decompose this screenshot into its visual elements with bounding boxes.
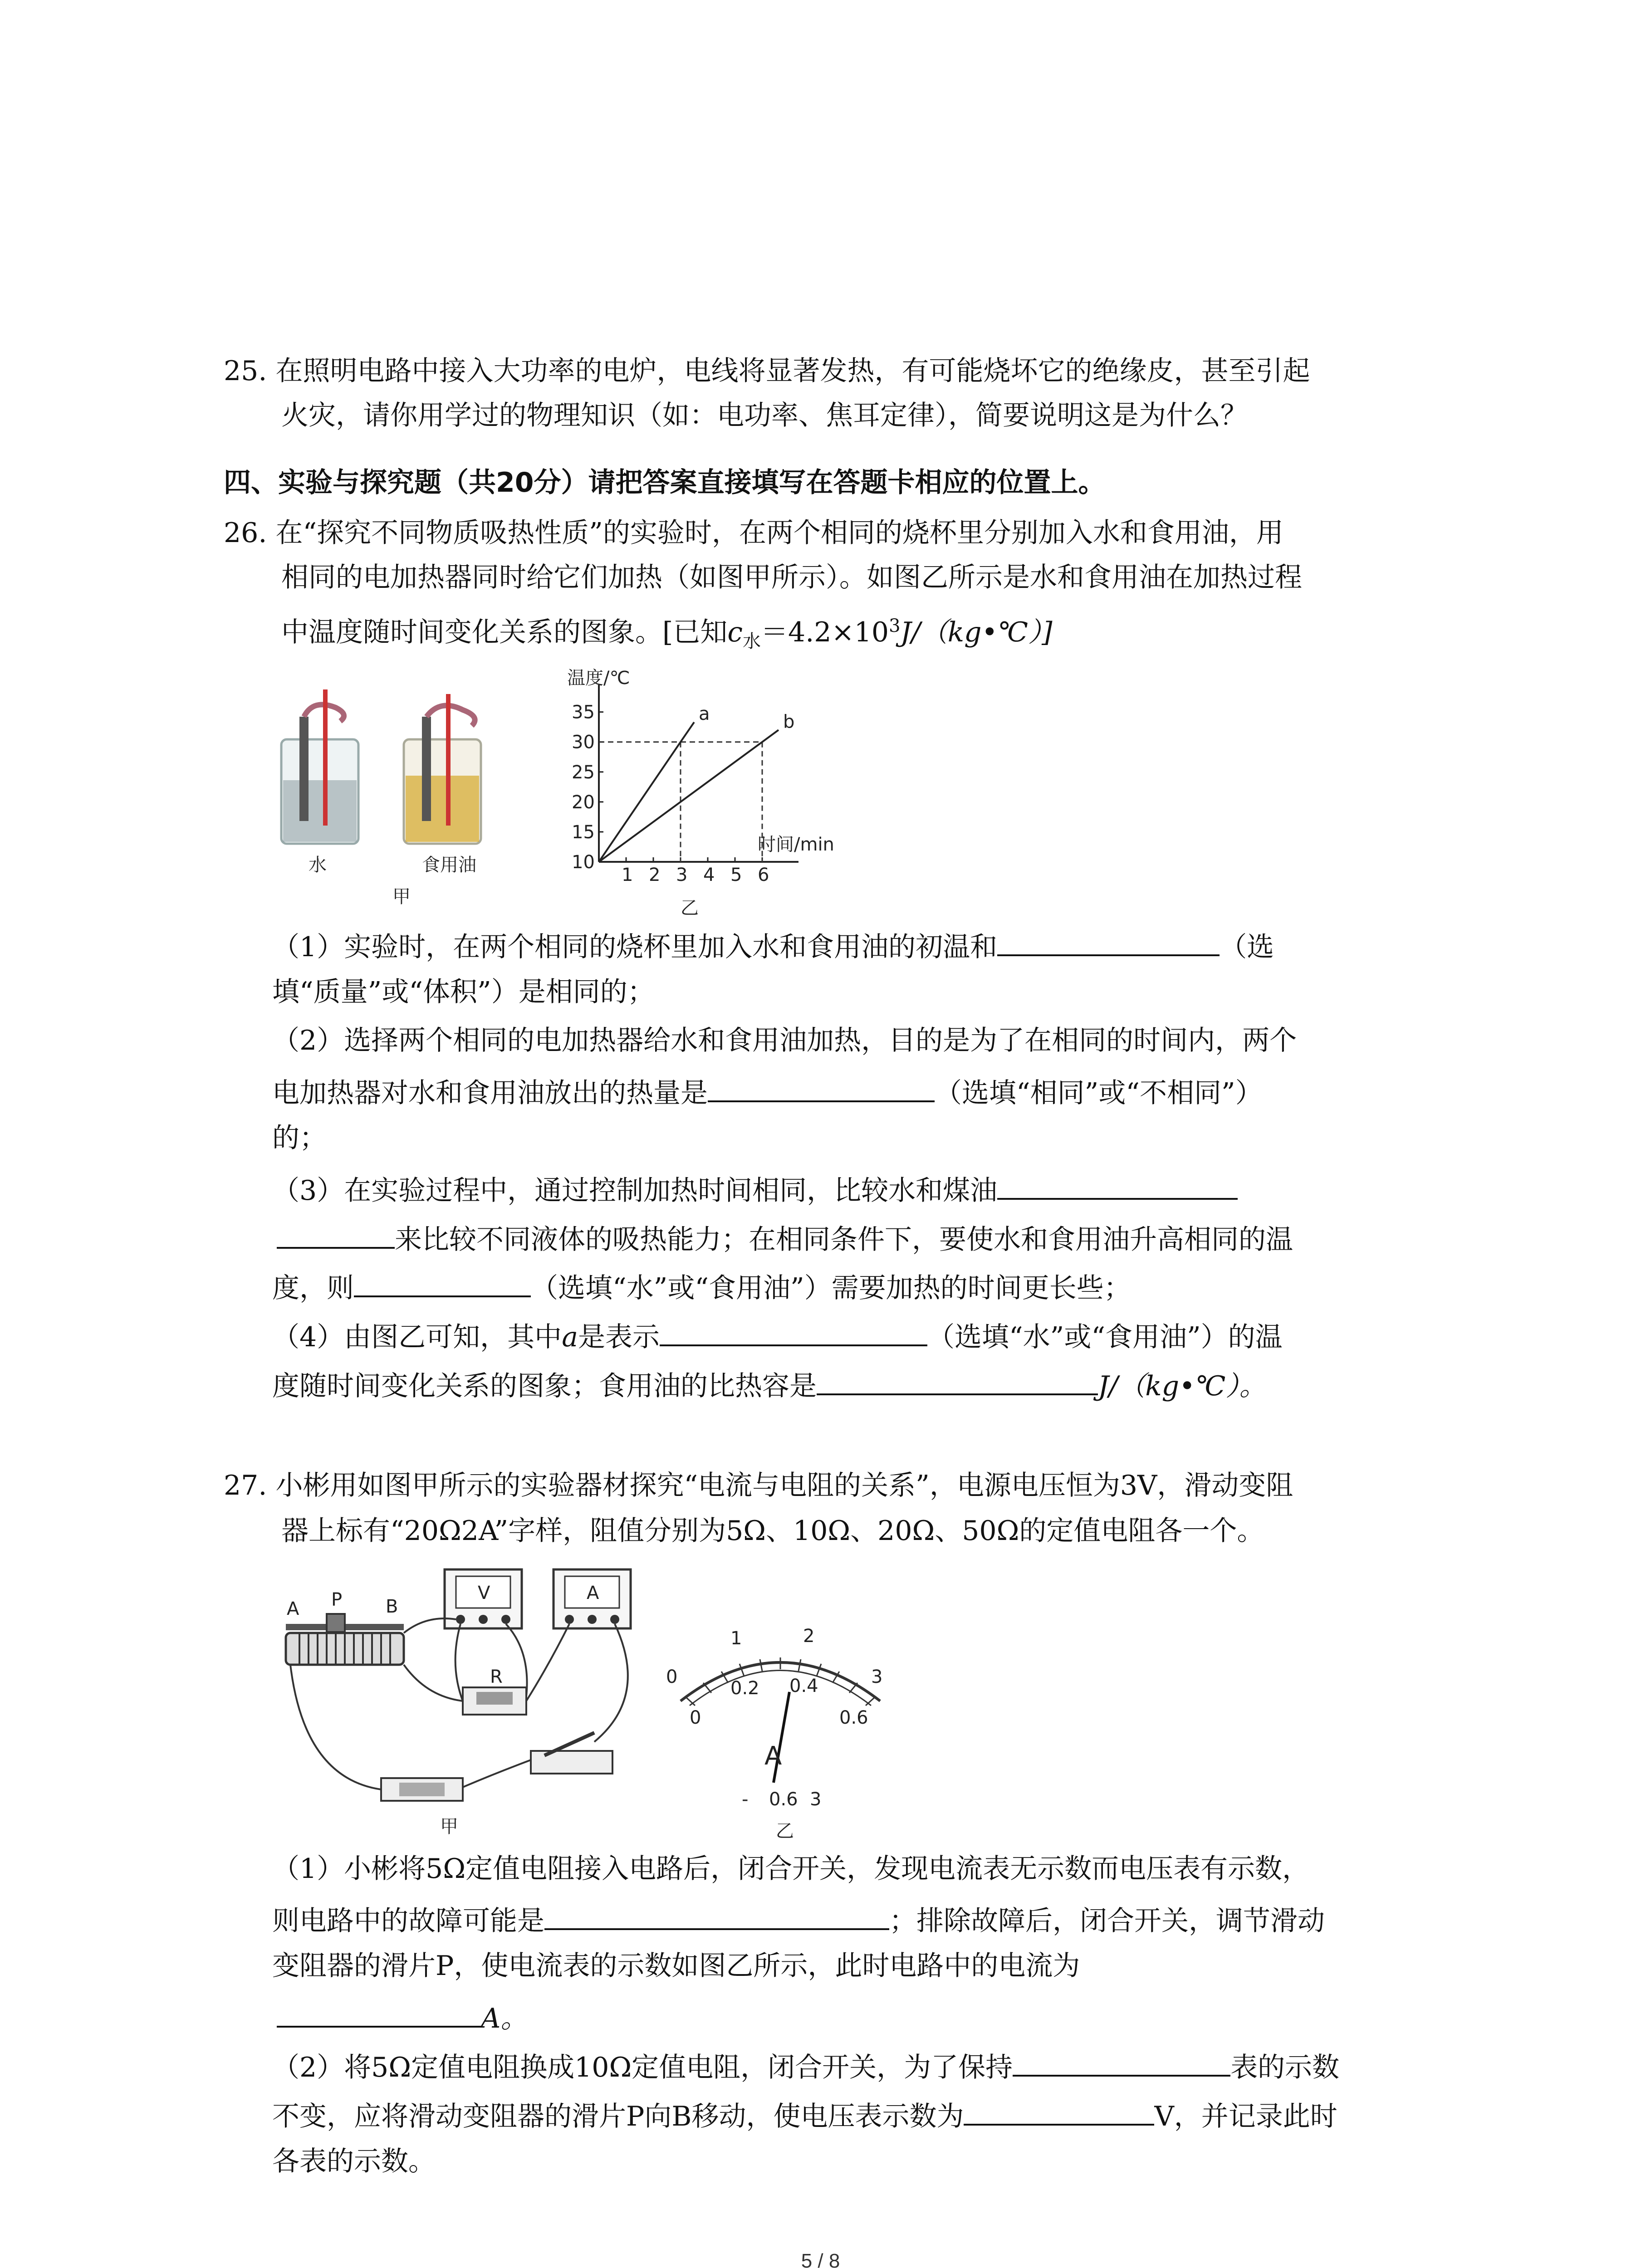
q26-p2-line2 — [272, 1071, 1263, 1111]
dial-1: 1 — [730, 1628, 742, 1649]
c-symbol: c — [727, 616, 743, 648]
term-06: 0.6 — [769, 1789, 798, 1810]
q26-blank-3a[interactable] — [997, 1169, 1238, 1200]
x-tick-label: 5 — [730, 865, 742, 885]
dial-02: 0.2 — [730, 1678, 759, 1699]
q27-p2-text-a: （2）将5Ω定值电阻换成10Ω定值电阻，闭合开关，为了保持 — [272, 2052, 1013, 2083]
q26-p4-text-a2: 是表示 — [578, 1321, 660, 1353]
q27-line1: 27. 小彬用如图甲所示的实验器材探究“电流与电阻的关系”，电源电压恒为3V，滑动变阻 — [224, 1470, 1293, 1501]
dial-yi-label: 乙 — [776, 1821, 794, 1842]
q26-p2-text: 电加热器对水和食用油放出的热量是 — [272, 1077, 708, 1109]
x-tick-label: 4 — [703, 865, 715, 885]
ammeter-A: A — [587, 1583, 599, 1603]
x-tick-label: 6 — [758, 865, 769, 885]
q27-p2-text-b: 表的示数 — [1230, 2052, 1340, 2083]
dial-06: 0.6 — [839, 1707, 868, 1728]
x-tick-label: 2 — [649, 865, 661, 885]
resistor-R: R — [490, 1667, 503, 1687]
dial-2: 2 — [803, 1626, 815, 1647]
q26-p4-line2 — [272, 1364, 1267, 1404]
voltmeter-V: V — [478, 1583, 490, 1603]
q26-blank-3c[interactable] — [354, 1266, 531, 1297]
temperature-time-chart — [558, 667, 848, 921]
y-tick-label: 35 — [572, 702, 595, 723]
rheostat-P-label: P — [331, 1589, 343, 1610]
q27-p1-line1: （1）小彬将5Ω定值电阻接入电路后，闭合开关，发现电流表无示数而电压表有示数， — [272, 1853, 1310, 1885]
y-axis-label: 温度/℃ — [567, 668, 630, 689]
q26-p3-text-c: 度，则 — [272, 1272, 354, 1304]
q27-blank-1b[interactable] — [277, 1997, 481, 2028]
circuit-jia-label: 甲 — [440, 1816, 458, 1837]
dial-0-bottom: 0 — [690, 1707, 701, 1728]
page-number: 5 / 8 — [801, 2250, 840, 2268]
y-tick-label: 25 — [572, 762, 595, 783]
dial-0-top: 0 — [666, 1667, 678, 1687]
switch-icon — [531, 1733, 612, 1774]
q26-p3-line2 — [277, 1218, 1293, 1258]
q26-p3-text-d: （选填“水”或“食用油”）需要加热的时间更长些； — [531, 1272, 1131, 1304]
q26-blank-2[interactable] — [708, 1071, 935, 1102]
q27-blank-2b[interactable] — [964, 2095, 1154, 2126]
q27-p2-text-d: V，并记录此时 — [1154, 2101, 1337, 2132]
q26-p2-text-c: （选填“相同”或“不相同”） — [935, 1077, 1263, 1109]
q26-p4-var: a — [562, 1321, 578, 1353]
dial-04: 0.4 — [789, 1676, 818, 1696]
resistor-icon — [463, 1687, 526, 1715]
rheostat-A-label: A — [287, 1598, 299, 1619]
q26-p2-line1: （2）选择两个相同的电加热器给水和食用油加热，目的是为了在相同的时间内，两个 — [272, 1025, 1297, 1056]
series-line-b — [599, 730, 779, 862]
q27-blank-2a[interactable] — [1013, 2046, 1230, 2077]
q27-p2-line1 — [272, 2046, 1339, 2086]
q26-p1-line2: 填“质量”或“体积”）是相同的； — [272, 976, 655, 1008]
y-tick-label: 30 — [572, 732, 595, 753]
q26-p3-line1 — [272, 1169, 1238, 1209]
q26-p3-text-b: 来比较不同液体的吸热能力；在相同条件下，要使水和食用油升高相同的温 — [395, 1224, 1293, 1256]
q27-p1-text-b: 则电路中的故障可能是 — [272, 1905, 544, 1937]
y-tick-label: 15 — [572, 821, 595, 843]
q26-p2-line3: 的； — [272, 1122, 327, 1154]
q26-line3 — [281, 608, 1052, 660]
q26-p3-text: （3）在实验过程中，通过控制加热时间相同，比较水和煤油 — [272, 1175, 998, 1207]
ammeter-dial — [653, 1615, 907, 1842]
q27-p2-line3: 各表的示数。 — [272, 2146, 436, 2177]
q26-p4-text-b: （选填“水”或“食用油”）的温 — [927, 1321, 1283, 1353]
circuit-figure — [277, 1560, 662, 1842]
battery-icon — [381, 1778, 463, 1801]
q26-line3-text: 中温度随时间变化关系的图象。[已知 — [281, 616, 728, 648]
x-axis-label: 时间/min — [758, 834, 834, 855]
figure-beakers — [272, 689, 554, 916]
y-tick-label: 10 — [572, 852, 595, 873]
c-unit: J/（kg•℃）] — [900, 616, 1053, 648]
q27-p1-line3: 变阻器的滑片P，使电流表的示数如图乙所示，此时电路中的电流为 — [272, 1950, 1080, 1982]
rheostat-icon — [286, 1614, 404, 1665]
water-label: 水 — [309, 855, 327, 875]
q26-blank-3b[interactable] — [277, 1218, 395, 1249]
q26-blank-4a[interactable] — [660, 1315, 927, 1346]
series-label-a: a — [699, 704, 710, 725]
c-value: ＝4.2×10 — [761, 616, 889, 648]
rheostat-B-label: B — [386, 1596, 398, 1617]
q27-p1-text-e: A。 — [481, 2003, 528, 2034]
q26-p1-line1 — [272, 925, 1274, 965]
q26-p4-line1 — [272, 1315, 1283, 1355]
q26-p4-text: （4）由图乙可知，其中 — [272, 1321, 562, 1353]
x-tick-label: 3 — [676, 865, 688, 885]
q26-line1: 26. 在“探究不同物质吸热性质”的实验时，在两个相同的烧杯里分别加入水和食用油，用 — [224, 517, 1283, 549]
jia-label: 甲 — [392, 886, 411, 907]
q26-p3-line3 — [272, 1266, 1131, 1306]
q25-line1: 25. 在照明电路中接入大功率的电炉，电线将显著发热，有可能烧坏它的绝缘皮，甚至引起 — [224, 355, 1310, 387]
q26-p1-text: （1）实验时，在两个相同的烧杯里加入水和食用油的初温和 — [272, 931, 998, 963]
q27-p2-line2 — [272, 2095, 1337, 2135]
q27-p2-text-c: 不变，应将滑动变阻器的滑片P向B移动，使电压表示数为 — [272, 2101, 964, 2132]
q26-p1-text-b: （选 — [1220, 931, 1274, 963]
q27-p1-line4 — [277, 1997, 528, 2037]
dial-3: 3 — [871, 1667, 883, 1687]
term-minus: - — [742, 1789, 749, 1810]
yi-label: 乙 — [681, 898, 699, 919]
q26-blank-4b[interactable] — [817, 1364, 1098, 1395]
q26-p4-text-c: 度随时间变化关系的图象；食用油的比热容是 — [272, 1370, 817, 1402]
q26-line2: 相同的电加热器同时给它们加热（如图甲所示）。如图乙所示是水和食用油在加热过程 — [281, 562, 1302, 593]
oil-label: 食用油 — [422, 855, 476, 875]
q26-blank-1[interactable] — [997, 925, 1220, 956]
c-subscript: 水 — [743, 631, 761, 652]
y-tick-label: 20 — [572, 792, 595, 813]
oil-beaker-icon — [404, 694, 481, 844]
series-label-b: b — [783, 711, 795, 733]
q25-line2: 火灾，请你用学过的物理知识（如：电功率、焦耳定律），简要说明这是为什么？ — [281, 400, 1248, 431]
q27-blank-1a[interactable] — [544, 1899, 889, 1930]
c-exponent: 3 — [889, 616, 901, 636]
dial-A-symbol: A — [764, 1741, 782, 1771]
term-3: 3 — [810, 1789, 822, 1810]
water-beaker-icon — [281, 689, 358, 844]
q27-p1-line2 — [272, 1899, 1325, 1939]
q27-line2: 器上标有“20Ω2A”字样，阻值分别为5Ω、10Ω、20Ω、50Ω的定值电阻各一个。 — [281, 1515, 1264, 1547]
x-tick-label: 1 — [622, 865, 633, 885]
q27-p1-text-c: ；排除故障后，闭合开关，调节滑动 — [889, 1905, 1325, 1937]
q26-p4-text-d: J/（kg•℃）。 — [1098, 1370, 1267, 1402]
section-title: 四、实验与探究题（共20分）请把答案直接填写在答题卡相应的位置上。 — [224, 467, 1106, 499]
